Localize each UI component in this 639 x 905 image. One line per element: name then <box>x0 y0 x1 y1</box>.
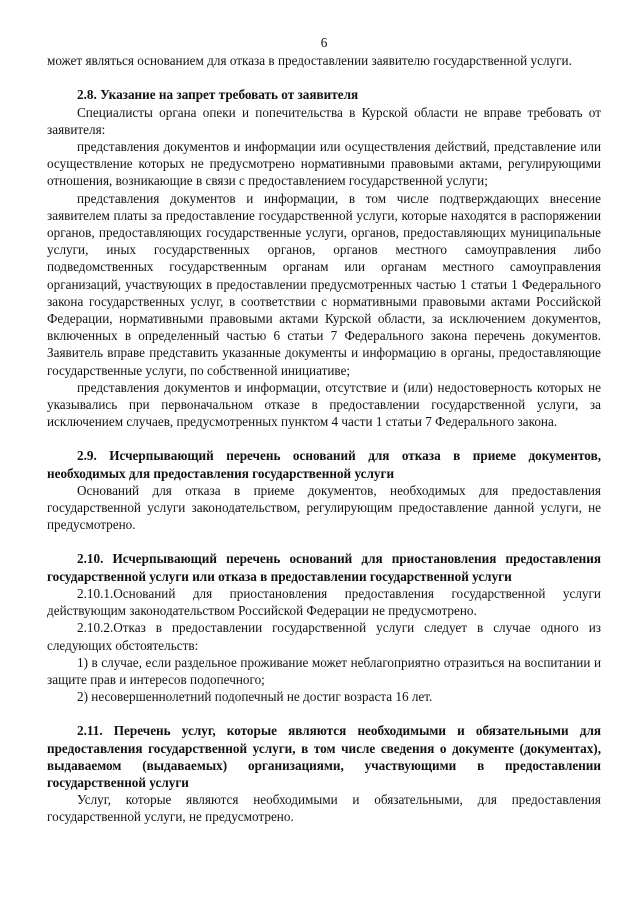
paragraph: 2.10.1.Оснований для приостановления предоставления государственной услуги действующим законодательством Российской Федерации не предусмотрено. <box>47 585 601 619</box>
section-heading: 2.8. Указание на запрет требовать от заявителя <box>77 87 359 103</box>
paragraph: 2) несовершеннолетний подопечный не достиг возраста 16 лет. <box>77 689 433 705</box>
paragraph: представления документов и информации или осуществления действий, представление или осуществление которых не предусмотрено нормативными правовыми актами, регулирующими отношения, возникающие в связи с предоставлением государственной услуги; <box>47 139 601 189</box>
paragraph: Специалисты органа опеки и попечительства в Курской области не вправе требовать от заявителя: <box>47 104 601 137</box>
section-spacer <box>47 430 601 447</box>
paragraph: представления документов и информации, отсутствие и (или) недостоверность которых не указывались при первоначальном отказе в предоставлении государственной услуги, за исключением случаев, предусмотренных пунктом 4 части 1 статьи 7 Федерального закона. <box>47 379 601 430</box>
document-body <box>47 52 601 825</box>
section-heading: 2.11. Перечень услуг, которые являются необходимыми и обязательными для предоставления государственной услуги, в том числе сведения о документе (документах), выдаваемом (выдаваемых) организациями, участвующими в предоставлении государственной услуги <box>47 723 601 790</box>
paragraph: представления документов и информации, в том числе подтверждающих внесение заявителем платы за предоставление государственной услуги, которые находятся в распоряжении органов, предоставляющих государственные услуги, органов, предоставляющих муниципальные услуги, иных государственных органов, органов местного самоуправления либо подведомственных государственным органам или органам местного самоуправления организаций, участвующих в предоставлении предусмотренных частью 1 статьи 1 Федерального закона государственных услуг, в соответствии с нормативными правовыми актами Российской Федерации, нормативными правовыми актами Курской области, за исключением документов, включенных в определенный частью 6 статьи 7 Федерального закона перечень документов. Заявитель вправе представить указанные документы и информацию в органы, предоставляющие государственные услуги, по собственной инициативе; <box>47 190 601 378</box>
paragraph: Услуг, которые являются необходимыми и обязательными, для предоставления государственной услуги, не предусмотрено. <box>47 792 601 825</box>
paragraph: может являться основанием для отказа в предоставлении заявителю государственной услуги. <box>47 53 572 69</box>
paragraph: Оснований для отказа в приеме документов, необходимых для предоставления государственной услуги законодательством, регулирующим предоставление данной услуги, не предусмотрено. <box>47 482 601 533</box>
paragraph: 2.10.2.Отказ в предоставлении государственной услуги следует в случае одного из следующих обстоятельств: <box>47 620 601 653</box>
section-heading: 2.10. Исчерпывающий перечень оснований для приостановления предоставления государственной услуги или отказа в предоставлении государственной услуги <box>47 551 601 584</box>
section-spacer <box>47 705 601 722</box>
section-spacer <box>47 69 601 86</box>
section-heading: 2.9. Исчерпывающий перечень оснований для отказа в приеме документов, необходимых для предоставления государственной услуги <box>47 448 601 481</box>
paragraph: 1) в случае, если раздельное проживание может неблагоприятно отразиться на воспитании и защите прав и интересов подопечного; <box>47 654 601 687</box>
page-number: 6 <box>320 35 328 50</box>
section-spacer <box>47 533 601 550</box>
